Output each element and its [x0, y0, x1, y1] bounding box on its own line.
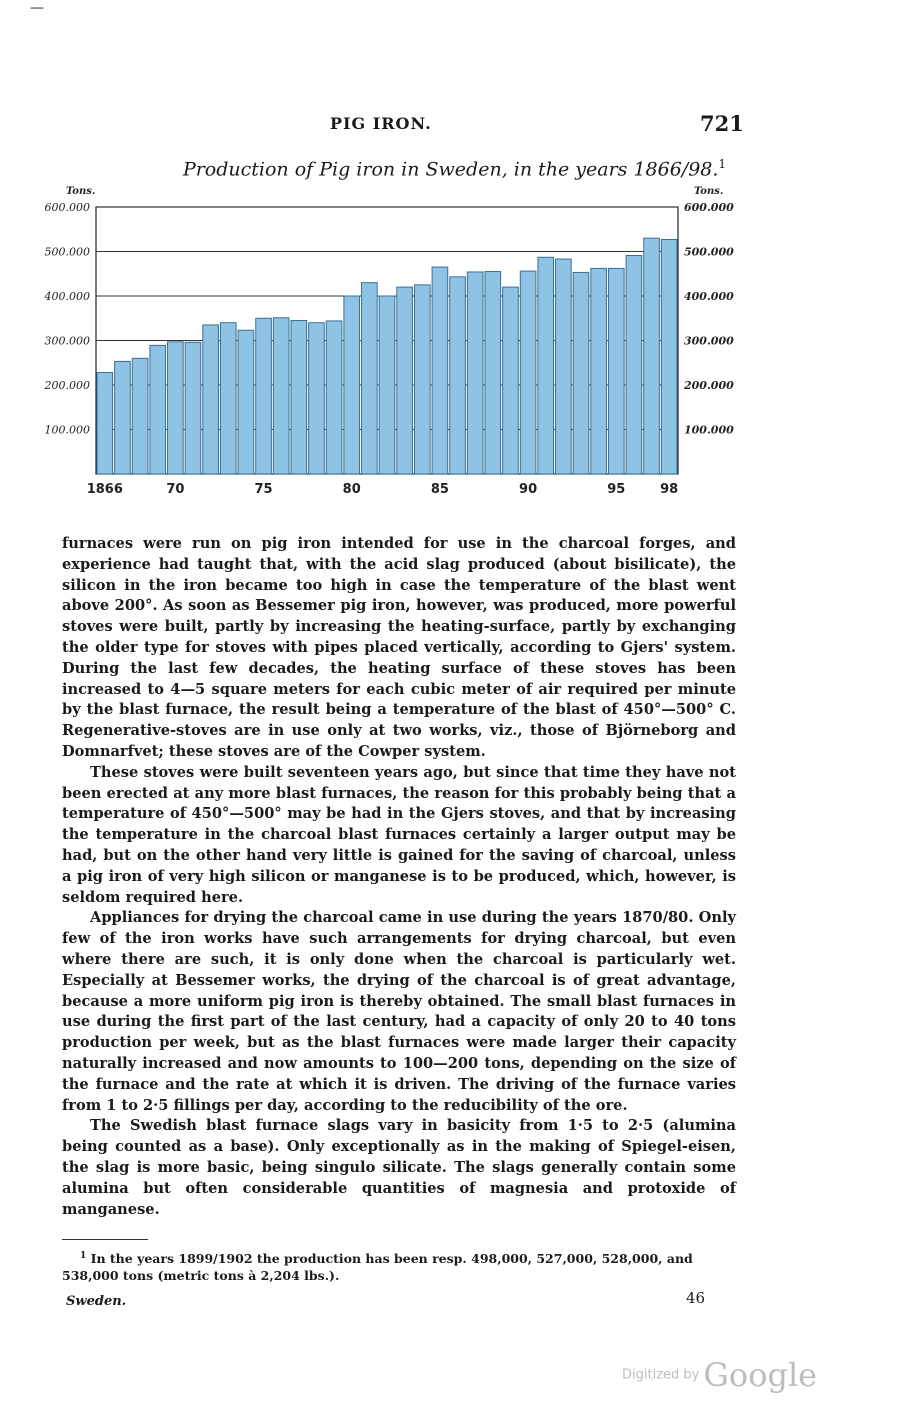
bar-layer	[97, 238, 677, 474]
x-tick-1885: 85	[430, 482, 449, 497]
bar-1870	[168, 342, 184, 474]
y-tick-left-600000: 600.000	[44, 201, 90, 214]
y-tick-right-500000: 500.000	[684, 245, 734, 259]
running-head: PIG IRON.	[330, 114, 432, 133]
bar-1898	[661, 239, 677, 474]
bar-1890	[520, 271, 536, 474]
bar-1877	[291, 320, 307, 474]
footnote	[62, 1248, 742, 1284]
y-tick-left-200000: 200.000	[44, 379, 90, 392]
bar-1878	[309, 323, 325, 474]
paragraph-2: These stoves were built seventeen years ago, but since that time they have not been erected at any more blast furnaces, the reason for this probably being that a temperature of 450°—500° may be had in the Gjers stoves, and that by increasing the temperature in the charcoal blast furnaces certainly a larger output may be had, but on the other hand very little is gained for the saving of charcoal, unless a pig iron of very high silicon or manganese is to be produced, which, however, is seldom required here.	[62, 763, 736, 906]
bar-1894	[591, 268, 607, 474]
x-tick-1866: 1866	[86, 482, 123, 497]
signature-mark-left: Sweden.	[66, 1294, 127, 1309]
bar-1888	[485, 272, 501, 474]
y-tick-right-200000: 200.000	[684, 379, 734, 392]
y-tick-right-300000: 300.000	[684, 334, 734, 348]
bar-1883	[397, 287, 413, 474]
bar-1879	[326, 321, 342, 474]
body-text	[62, 534, 736, 1220]
y-tick-left-300000: 300.000	[44, 334, 90, 348]
bar-1881	[362, 283, 378, 474]
y-tick-left-100000: 100.000	[44, 423, 90, 437]
paragraph-4: The Swedish blast furnace slags vary in basicity from 1·5 to 2·5 (alumina being counted as a base). Only exceptionally as in the making of Spiegel-eisen, the slag is more basic, being singulo silicate. The slags generally contain some alumina but often considerable quantities of magnesia and protoxide of manganese.	[62, 1117, 736, 1218]
bar-1876	[273, 318, 289, 474]
bar-1891	[538, 257, 554, 474]
bar-1892	[556, 259, 572, 474]
x-tick-1895: 95	[607, 482, 626, 497]
digitized-watermark	[622, 1356, 817, 1394]
bar-1880	[344, 296, 360, 474]
bar-1875	[256, 318, 272, 474]
y-tick-right-100000: 100.000	[684, 423, 734, 437]
bar-1866	[97, 373, 113, 474]
watermark-brand: Google	[703, 1356, 818, 1394]
y-tick-left-500000: 500.000	[44, 245, 90, 259]
bar-1896	[626, 256, 642, 474]
y-tick-right-600000: 600.000	[684, 201, 734, 214]
x-tick-1880: 80	[342, 482, 361, 497]
bar-1869	[150, 345, 166, 474]
signature-mark-right: 46	[686, 1289, 706, 1307]
bar-1897	[644, 238, 660, 474]
bar-1885	[432, 267, 448, 474]
x-tick-1890: 90	[519, 482, 538, 497]
x-tick-1875: 75	[254, 482, 273, 497]
page-number: 721	[700, 111, 744, 136]
watermark-prefix: Digitized by	[622, 1367, 700, 1383]
bar-1867	[115, 361, 131, 474]
bar-1893	[573, 272, 589, 474]
footnote-rule	[62, 1239, 148, 1240]
bar-1868	[132, 358, 148, 474]
y-tick-right-400000: 400.000	[684, 290, 734, 303]
chart-title-text: Production of Pig iron in Sweden, in the years 1866/98.	[182, 158, 719, 181]
footnote-marker: 1	[80, 1251, 87, 1261]
bar-1882	[379, 296, 395, 474]
chart-title-footnote-marker: 1	[718, 157, 727, 171]
y-unit-right: Tons.	[694, 186, 724, 197]
bar-1895	[608, 268, 624, 474]
pig-iron-production-chart	[0, 0, 909, 520]
bar-1873	[220, 323, 236, 474]
bar-1874	[238, 330, 254, 474]
bar-1889	[503, 287, 519, 474]
bar-1872	[203, 325, 219, 474]
x-tick-1898: 98	[660, 482, 679, 497]
corner-mark: —	[30, 0, 44, 16]
bar-1884	[414, 285, 430, 474]
x-tick-1870: 70	[166, 482, 185, 497]
y-tick-left-400000: 400.000	[44, 290, 90, 303]
y-unit-left: Tons.	[66, 186, 96, 197]
paragraph-3: Appliances for drying the charcoal came in use during the years 1870/80. Only few of the iron works have such arrangements for drying charcoal, but even where there are such, it is only done when the charcoal is particularly wet. Especially at Bessemer works, the drying of the charcoal is of great advantage, because a more uniform pig iron is thereby obtained. The small blast furnaces in use during the first part of the last century, had a capacity of only 20 to 40 tons production per week, but as the blast furnaces were made larger their capacity naturally increased and now amounts to 100—200 tons, depending on the size of the furnace and the rate at which it is driven. The driving of the furnace varies from 1 to 2·5 fillings per day, according to the reducibility of the ore.	[62, 909, 736, 1114]
footnote-text: In the years 1899/1902 the production has been resp. 498,000, 527,000, 528,000, and 538,000 tons (metric tons à 2,204 lbs.).	[62, 1251, 693, 1284]
bar-1871	[185, 342, 201, 474]
paragraph-1: furnaces were run on pig iron intended for use in the charcoal forges, and experience had taught that, with the acid slag produced (about bisilicate), the silicon in the iron became too high in case the temperature of the blast went above 200°. As soon as Bessemer pig iron, however, was produced, more powerful stoves were built, partly by increasing the heating-surface, partly by exchanging the older type for stoves with pipes placed vertically, according to Gjers' system. During the last few decades, the heating surface of these stoves has been increased to 4—5 square meters for each cubic meter of air required per minute by the blast furnace, the result being a temperature of the blast of 450°—500° C. Regenerative-stoves are in use only at two works, viz., those of Björneborg and Domnarfvet; these stoves are of the Cowper system.	[62, 535, 736, 760]
bar-1886	[450, 277, 466, 474]
bar-1887	[467, 272, 483, 474]
